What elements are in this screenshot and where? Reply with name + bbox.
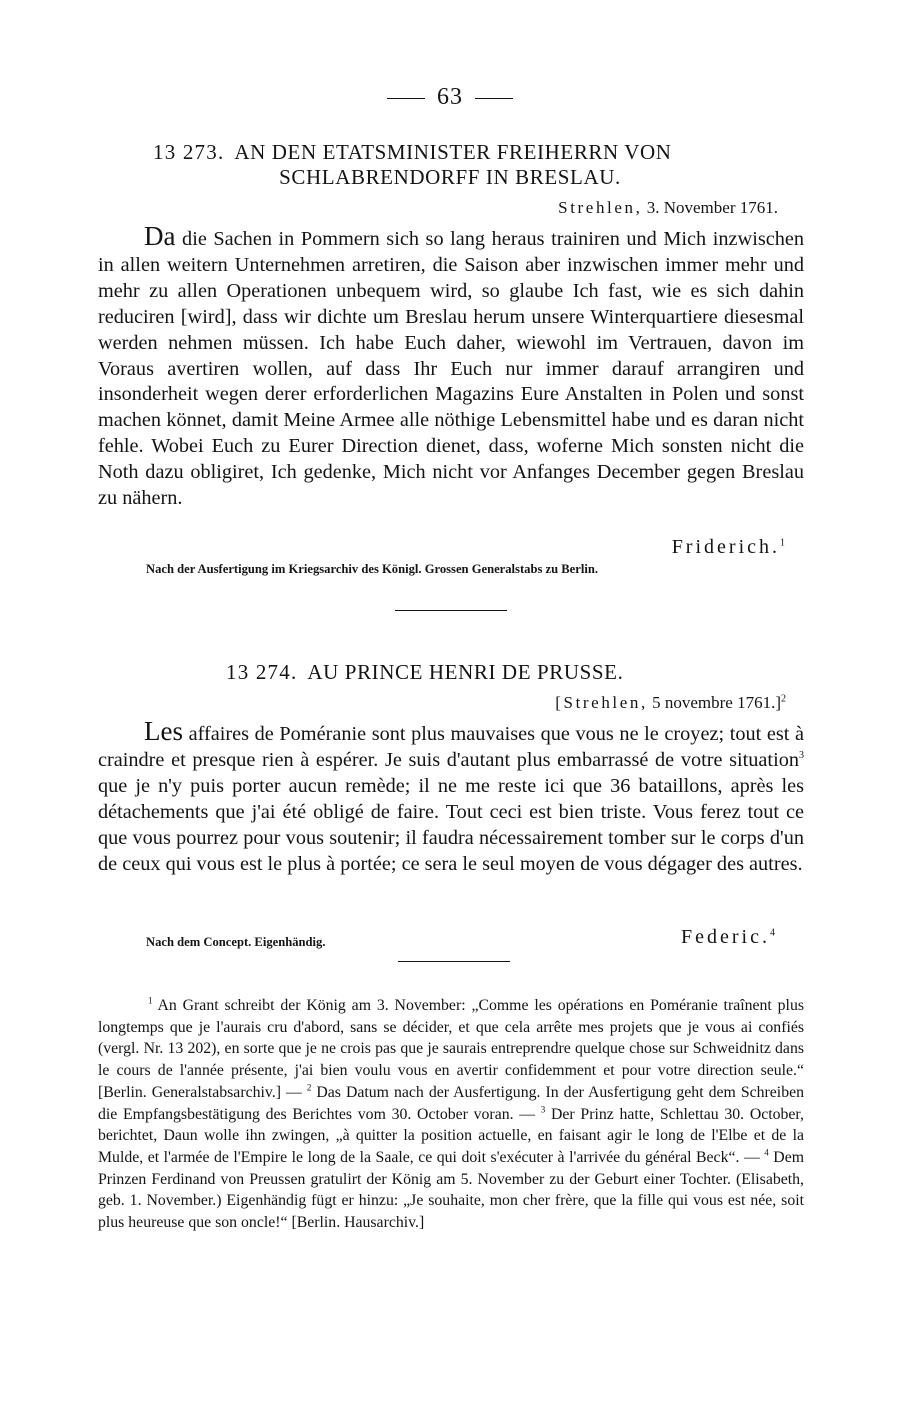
letter-2-body-part2: que je n'y puis porter aucun remède; il ne me reste ici que 36 bataillons, après les détachements que j'ai été obligé de faire. Tout ceci est bien triste. Vous ferez tout ce que vous pourrez pour vous soutenir; il faudra nécessairement tomber sur le corps d'un de ceux qui vous est le plus à portée; ce sera le seul moyen de vous dégager des autres.: [98, 774, 804, 875]
page-number-dash-right: [475, 98, 513, 99]
footnote-2-mark: 2: [306, 1082, 312, 1093]
letter-2-body: [98, 716, 804, 877]
footnote-4-mark: 4: [764, 1147, 769, 1158]
letter-2-heading: [226, 660, 623, 685]
letter-1-date: 3. November 1761.: [646, 198, 778, 217]
footnotes: [98, 995, 804, 1234]
letter-2-source: [146, 935, 325, 950]
page-number-dash-left: [387, 98, 425, 99]
letter-1-source: [146, 562, 598, 577]
letter-1-body: [98, 221, 804, 512]
letter-2-body-part1: affaires de Poméranie sont plus mauvaises que vous ne le croyez; tout est à craindre et presque rien à espérer. Je suis d'autant plus embarrassé de votre situation: [98, 723, 804, 771]
footnote-4-text: Dem Prinzen Ferdinand von Preussen gratulirt der König am 5. November zu der Geburt einer Tochter. (Elisabeth, geb. 1. November.) Eigenhändig fügt er hinzu: „Je souhaite, mon cher frère, que la fille qui vous est née, soit plus heureuse que son oncle!“ [Berlin. Hausarchiv.]: [98, 1148, 805, 1232]
letter-2-source-text: Nach dem Concept. Eigenhändig.: [146, 935, 326, 949]
letter-2-signature-text: Federic.: [681, 926, 770, 948]
letter-1-signature: [672, 536, 788, 559]
footnote-3-mark: 3: [540, 1104, 546, 1115]
letter-2-initial: Les: [144, 716, 183, 746]
letter-1-dateline: [558, 198, 778, 218]
letter-2-number: 13 274.: [226, 660, 298, 684]
letter-separator: [395, 610, 507, 611]
page-number-text: 63: [437, 84, 463, 110]
letter-1-heading: [153, 140, 773, 165]
letter-1-signature-note: 1: [780, 537, 788, 549]
letter-2-date: 5 novembre 1761.]: [652, 693, 781, 712]
letter-2-signature: [681, 926, 778, 949]
letter-1-place: Strehlen,: [558, 198, 643, 217]
letter-2-body-note: 3: [799, 750, 804, 762]
letter-1-title-line2: SCHLABRENDORFF IN BRESLAU.: [279, 165, 621, 189]
footnotes-paragraph: [98, 995, 804, 1234]
letter-1-body-text: die Sachen in Pommern sich so lang heraus trainiren und Mich inzwischen in allen weitern Unternehmen arretiren, die Saison aber inzwischen immer mehr und mehr zu allen Operationen unbequem wird, so glaube Ich fast, wie es sich dahin reduciren [wird], dass wir dichte um Breslau herum unsere Winterquartiere diesesmal werden nehmen müssen. Ich habe Euch daher, wiewohl im Vertrauen, davon im Voraus avertiren wollen, auf dass Ihr Euch nur immer darauf arrangiren und insonderheit wegen derer erforderlichen Magazins Eure Anstalten in Polen und sonst machen könnet, damit Meine Armee alle nöthige Lebensmittel habe und es daran nicht fehle. Wobei Euch zu Eurer Direction dienet, dass, woferne Mich sonsten nicht die Noth dazu obligiret, Ich gedenke, Mich nicht vor Anfanges December gegen Breslau zu nähern.: [98, 228, 804, 510]
letter-2-title: AU PRINCE HENRI DE PRUSSE.: [307, 660, 624, 684]
letter-2-signature-note: 4: [770, 927, 778, 939]
letter-1-title-line1: AN DEN ETATSMINISTER FREIHERRN VON: [234, 140, 672, 164]
letter-1-number: 13 273.: [153, 140, 225, 164]
footnote-2-text: Das Datum nach der Ausfertigung. In der Ausfertigung geht dem Schreiben die Empfangsbestätigung des Berichtes vom 30. October voran. —: [98, 1083, 805, 1123]
letter-1-source-text: Nach der Ausfertigung im Kriegsarchiv des Königl. Grossen Generalstabs zu Berlin.: [146, 562, 598, 576]
footnote-1-mark: 1: [148, 995, 153, 1006]
footnote-separator: [398, 961, 510, 962]
footnote-1-text: An Grant schreibt der König am 3. November: „Comme les opérations en Poméranie traînent plus longtemps que je l'aurais cru d'abord, sans se décider, et que cela arrête mes projets que je vous ai confiés (vergl. Nr. 13 202), en sorte que je ne crois pas que je saurais entreprendre quelque chose sur Schweidnitz dans le cours de l'année présente, j'ai bien voulu vous en avertir confidemment et pour votre direction seule.“ [Berlin. Generalstabsarchiv.] —: [98, 997, 804, 1101]
letter-1-initial: Da: [144, 221, 176, 251]
letter-2-place: [Strehlen,: [555, 693, 648, 712]
letter-1-signature-text: Friderich.: [671, 536, 780, 558]
letter-2-date-note: 2: [781, 693, 786, 705]
letter-2-dateline: [555, 693, 786, 713]
page-number: [0, 84, 900, 111]
letter-1-heading-line2: [0, 165, 900, 190]
footnote-3-text: Der Prinz hatte, Schlettau 30. October, berichtet, Daun wolle ihn zwingen, „à quitter la position actuelle, en faisant agir le long de l'Elbe et de la Mulde, et l'armée de l'Empire le long de la Saale, ce qui doit s'exécuter à l'arrivée du général Beck“. —: [98, 1105, 805, 1166]
